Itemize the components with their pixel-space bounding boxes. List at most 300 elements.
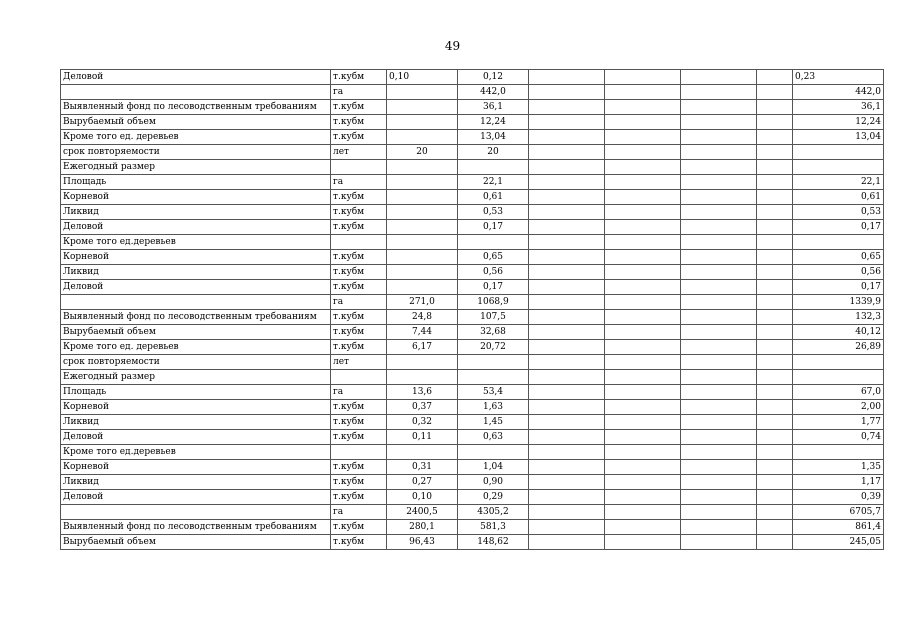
- row-empty-cell: [681, 265, 757, 280]
- row-empty-cell: [529, 385, 605, 400]
- table-row: [61, 370, 884, 385]
- table-body: [61, 70, 884, 550]
- row-unit-cell: т.кубм: [331, 220, 387, 235]
- row-value2-cell: 12,24: [458, 115, 529, 130]
- row-total-cell: 132,3: [793, 310, 884, 325]
- row-name-cell: Вырубаемый объем: [61, 535, 331, 550]
- row-unit-cell: т.кубм: [331, 415, 387, 430]
- row-empty-cell: [757, 535, 793, 550]
- table-row: [61, 445, 884, 460]
- table-row: [61, 160, 884, 175]
- row-value2-cell: [458, 355, 529, 370]
- row-empty-cell: [529, 340, 605, 355]
- row-unit-cell: [331, 235, 387, 250]
- row-value2-cell: [458, 370, 529, 385]
- row-name-cell: Площадь: [61, 385, 331, 400]
- row-empty-cell: [681, 505, 757, 520]
- row-name-cell: Корневой: [61, 460, 331, 475]
- row-value2-cell: 0,12: [458, 70, 529, 85]
- row-empty-cell: [681, 130, 757, 145]
- row-unit-cell: т.кубм: [331, 265, 387, 280]
- row-empty-cell: [757, 175, 793, 190]
- row-empty-cell: [605, 430, 681, 445]
- row-value1-cell: [387, 370, 458, 385]
- forest-data-table: [60, 69, 884, 550]
- row-name-cell: Кроме того ед. деревьев: [61, 340, 331, 355]
- row-empty-cell: [757, 400, 793, 415]
- row-name-cell: Выявленный фонд по лесоводственным требованиям: [61, 520, 331, 535]
- row-value2-cell: 442,0: [458, 85, 529, 100]
- row-value1-cell: 96,43: [387, 535, 458, 550]
- row-empty-cell: [605, 235, 681, 250]
- table-row: [61, 205, 884, 220]
- row-name-cell: Выявленный фонд по лесоводственным требованиям: [61, 100, 331, 115]
- row-total-cell: 0,61: [793, 190, 884, 205]
- row-empty-cell: [757, 490, 793, 505]
- table-row: [61, 430, 884, 445]
- row-empty-cell: [757, 325, 793, 340]
- table-row: [61, 70, 884, 85]
- row-empty-cell: [757, 85, 793, 100]
- row-empty-cell: [605, 295, 681, 310]
- row-total-cell: [793, 145, 884, 160]
- row-total-cell: 442,0: [793, 85, 884, 100]
- row-empty-cell: [757, 310, 793, 325]
- row-value2-cell: 20: [458, 145, 529, 160]
- row-total-cell: 0,23: [793, 70, 884, 85]
- row-empty-cell: [757, 145, 793, 160]
- row-empty-cell: [529, 355, 605, 370]
- row-empty-cell: [529, 400, 605, 415]
- row-empty-cell: [605, 100, 681, 115]
- row-empty-cell: [681, 175, 757, 190]
- row-total-cell: 1,35: [793, 460, 884, 475]
- row-empty-cell: [529, 100, 605, 115]
- row-empty-cell: [757, 265, 793, 280]
- table-row: [61, 235, 884, 250]
- row-empty-cell: [681, 430, 757, 445]
- row-value1-cell: [387, 175, 458, 190]
- row-empty-cell: [681, 370, 757, 385]
- row-empty-cell: [529, 145, 605, 160]
- row-name-cell: Кроме того ед.деревьев: [61, 235, 331, 250]
- row-empty-cell: [529, 190, 605, 205]
- row-empty-cell: [605, 265, 681, 280]
- row-value1-cell: [387, 355, 458, 370]
- row-empty-cell: [605, 355, 681, 370]
- table-row: [61, 355, 884, 370]
- table-row: [61, 145, 884, 160]
- row-empty-cell: [529, 175, 605, 190]
- row-empty-cell: [757, 370, 793, 385]
- row-empty-cell: [529, 310, 605, 325]
- row-total-cell: [793, 355, 884, 370]
- row-empty-cell: [529, 295, 605, 310]
- row-empty-cell: [757, 235, 793, 250]
- row-empty-cell: [681, 340, 757, 355]
- row-empty-cell: [529, 70, 605, 85]
- row-empty-cell: [605, 310, 681, 325]
- row-empty-cell: [681, 490, 757, 505]
- row-value2-cell: 0,56: [458, 265, 529, 280]
- table-row: [61, 115, 884, 130]
- row-unit-cell: т.кубм: [331, 340, 387, 355]
- row-value2-cell: 0,90: [458, 475, 529, 490]
- row-empty-cell: [681, 235, 757, 250]
- table-row: [61, 385, 884, 400]
- row-empty-cell: [605, 160, 681, 175]
- row-empty-cell: [605, 190, 681, 205]
- table-row: [61, 310, 884, 325]
- row-empty-cell: [681, 445, 757, 460]
- row-total-cell: 0,17: [793, 280, 884, 295]
- row-name-cell: Деловой: [61, 280, 331, 295]
- row-value1-cell: 6,17: [387, 340, 458, 355]
- row-empty-cell: [605, 370, 681, 385]
- row-name-cell: Площадь: [61, 175, 331, 190]
- row-name-cell: Ликвид: [61, 265, 331, 280]
- row-empty-cell: [757, 475, 793, 490]
- row-value1-cell: [387, 235, 458, 250]
- table-row: [61, 280, 884, 295]
- row-value1-cell: [387, 205, 458, 220]
- table-row: [61, 295, 884, 310]
- row-empty-cell: [529, 220, 605, 235]
- row-name-cell: Деловой: [61, 430, 331, 445]
- row-empty-cell: [681, 70, 757, 85]
- row-unit-cell: га: [331, 175, 387, 190]
- row-name-cell: срок повторяемости: [61, 355, 331, 370]
- row-value1-cell: 20: [387, 145, 458, 160]
- row-empty-cell: [529, 415, 605, 430]
- row-empty-cell: [605, 325, 681, 340]
- row-value2-cell: 22,1: [458, 175, 529, 190]
- row-empty-cell: [757, 130, 793, 145]
- row-empty-cell: [529, 160, 605, 175]
- row-value2-cell: [458, 445, 529, 460]
- row-unit-cell: т.кубм: [331, 325, 387, 340]
- row-value1-cell: 13,6: [387, 385, 458, 400]
- row-empty-cell: [529, 430, 605, 445]
- row-empty-cell: [529, 85, 605, 100]
- row-unit-cell: [331, 445, 387, 460]
- row-total-cell: [793, 370, 884, 385]
- table-row: [61, 265, 884, 280]
- row-value1-cell: 0,11: [387, 430, 458, 445]
- row-name-cell: Кроме того ед. деревьев: [61, 130, 331, 145]
- row-empty-cell: [681, 295, 757, 310]
- row-total-cell: 1339,9: [793, 295, 884, 310]
- row-total-cell: 6705,7: [793, 505, 884, 520]
- row-value2-cell: 0,61: [458, 190, 529, 205]
- row-unit-cell: т.кубм: [331, 535, 387, 550]
- row-value1-cell: 0,10: [387, 70, 458, 85]
- row-empty-cell: [681, 460, 757, 475]
- row-empty-cell: [681, 520, 757, 535]
- table-row: [61, 130, 884, 145]
- row-empty-cell: [757, 430, 793, 445]
- row-total-cell: 12,24: [793, 115, 884, 130]
- row-empty-cell: [681, 250, 757, 265]
- row-total-cell: 0,56: [793, 265, 884, 280]
- row-empty-cell: [605, 385, 681, 400]
- table-row: [61, 85, 884, 100]
- table-row: [61, 520, 884, 535]
- row-total-cell: 1,77: [793, 415, 884, 430]
- row-empty-cell: [757, 415, 793, 430]
- row-empty-cell: [605, 250, 681, 265]
- row-total-cell: 36,1: [793, 100, 884, 115]
- row-name-cell: Деловой: [61, 490, 331, 505]
- row-name-cell: Ежегодный размер: [61, 160, 331, 175]
- row-empty-cell: [681, 385, 757, 400]
- row-empty-cell: [529, 370, 605, 385]
- row-empty-cell: [757, 520, 793, 535]
- table-row: [61, 475, 884, 490]
- row-value1-cell: [387, 190, 458, 205]
- row-empty-cell: [529, 490, 605, 505]
- row-value1-cell: [387, 100, 458, 115]
- row-empty-cell: [681, 85, 757, 100]
- table-row: [61, 100, 884, 115]
- row-unit-cell: т.кубм: [331, 115, 387, 130]
- row-total-cell: 22,1: [793, 175, 884, 190]
- row-name-cell: Корневой: [61, 190, 331, 205]
- row-value2-cell: 1068,9: [458, 295, 529, 310]
- row-name-cell: Корневой: [61, 400, 331, 415]
- row-unit-cell: т.кубм: [331, 130, 387, 145]
- row-empty-cell: [757, 385, 793, 400]
- row-empty-cell: [605, 130, 681, 145]
- row-empty-cell: [681, 190, 757, 205]
- row-unit-cell: т.кубм: [331, 250, 387, 265]
- table-row: [61, 460, 884, 475]
- row-name-cell: Деловой: [61, 220, 331, 235]
- row-empty-cell: [605, 520, 681, 535]
- row-unit-cell: т.кубм: [331, 475, 387, 490]
- row-name-cell: срок повторяемости: [61, 145, 331, 160]
- row-empty-cell: [529, 520, 605, 535]
- row-value1-cell: 24,8: [387, 310, 458, 325]
- table-row: [61, 175, 884, 190]
- row-unit-cell: т.кубм: [331, 460, 387, 475]
- table-row: [61, 490, 884, 505]
- row-empty-cell: [605, 280, 681, 295]
- row-empty-cell: [605, 505, 681, 520]
- row-value2-cell: 36,1: [458, 100, 529, 115]
- row-value1-cell: [387, 220, 458, 235]
- row-unit-cell: [331, 370, 387, 385]
- row-empty-cell: [757, 70, 793, 85]
- row-empty-cell: [605, 220, 681, 235]
- row-empty-cell: [529, 445, 605, 460]
- row-empty-cell: [757, 205, 793, 220]
- row-value2-cell: 1,63: [458, 400, 529, 415]
- row-name-cell: Вырубаемый объем: [61, 115, 331, 130]
- row-value2-cell: [458, 160, 529, 175]
- row-total-cell: 1,17: [793, 475, 884, 490]
- row-empty-cell: [757, 115, 793, 130]
- row-unit-cell: га: [331, 85, 387, 100]
- row-value2-cell: 0,17: [458, 280, 529, 295]
- row-empty-cell: [529, 505, 605, 520]
- row-unit-cell: т.кубм: [331, 310, 387, 325]
- row-name-cell: Деловой: [61, 70, 331, 85]
- row-empty-cell: [681, 535, 757, 550]
- row-value1-cell: 0,10: [387, 490, 458, 505]
- row-empty-cell: [757, 505, 793, 520]
- row-empty-cell: [605, 460, 681, 475]
- row-value1-cell: 0,37: [387, 400, 458, 415]
- row-value1-cell: [387, 280, 458, 295]
- row-empty-cell: [529, 265, 605, 280]
- table-row: [61, 250, 884, 265]
- row-value2-cell: 0,17: [458, 220, 529, 235]
- row-empty-cell: [605, 400, 681, 415]
- row-unit-cell: лет: [331, 355, 387, 370]
- row-empty-cell: [681, 220, 757, 235]
- row-total-cell: 245,05: [793, 535, 884, 550]
- row-empty-cell: [757, 250, 793, 265]
- row-value1-cell: 0,31: [387, 460, 458, 475]
- row-name-cell: Вырубаемый объем: [61, 325, 331, 340]
- row-empty-cell: [529, 280, 605, 295]
- row-empty-cell: [605, 205, 681, 220]
- row-total-cell: 13,04: [793, 130, 884, 145]
- row-unit-cell: т.кубм: [331, 400, 387, 415]
- row-value1-cell: [387, 445, 458, 460]
- row-name-cell: [61, 295, 331, 310]
- row-unit-cell: т.кубм: [331, 190, 387, 205]
- row-empty-cell: [681, 400, 757, 415]
- row-total-cell: 2,00: [793, 400, 884, 415]
- row-empty-cell: [681, 325, 757, 340]
- row-value1-cell: 7,44: [387, 325, 458, 340]
- row-value1-cell: [387, 130, 458, 145]
- row-unit-cell: т.кубм: [331, 280, 387, 295]
- row-unit-cell: лет: [331, 145, 387, 160]
- row-value1-cell: 0,32: [387, 415, 458, 430]
- row-unit-cell: [331, 160, 387, 175]
- row-empty-cell: [757, 100, 793, 115]
- row-value2-cell: 581,3: [458, 520, 529, 535]
- row-total-cell: [793, 235, 884, 250]
- row-unit-cell: га: [331, 295, 387, 310]
- row-unit-cell: га: [331, 385, 387, 400]
- row-total-cell: 0,17: [793, 220, 884, 235]
- row-name-cell: Ежегодный размер: [61, 370, 331, 385]
- row-value2-cell: 0,65: [458, 250, 529, 265]
- row-empty-cell: [605, 445, 681, 460]
- row-value2-cell: 1,45: [458, 415, 529, 430]
- row-empty-cell: [681, 100, 757, 115]
- row-empty-cell: [681, 415, 757, 430]
- row-empty-cell: [529, 235, 605, 250]
- row-empty-cell: [681, 280, 757, 295]
- page-number: 49: [444, 39, 461, 53]
- row-empty-cell: [681, 355, 757, 370]
- row-empty-cell: [605, 340, 681, 355]
- table-row: [61, 340, 884, 355]
- row-empty-cell: [757, 295, 793, 310]
- row-empty-cell: [605, 145, 681, 160]
- row-total-cell: 0,74: [793, 430, 884, 445]
- table-row: [61, 415, 884, 430]
- row-empty-cell: [757, 160, 793, 175]
- row-empty-cell: [757, 445, 793, 460]
- row-value2-cell: 107,5: [458, 310, 529, 325]
- row-value2-cell: 13,04: [458, 130, 529, 145]
- row-empty-cell: [529, 325, 605, 340]
- row-unit-cell: т.кубм: [331, 430, 387, 445]
- row-name-cell: Ликвид: [61, 415, 331, 430]
- row-value1-cell: [387, 160, 458, 175]
- row-empty-cell: [529, 130, 605, 145]
- row-empty-cell: [605, 175, 681, 190]
- row-total-cell: [793, 445, 884, 460]
- row-name-cell: Ликвид: [61, 205, 331, 220]
- row-total-cell: 861,4: [793, 520, 884, 535]
- row-empty-cell: [757, 340, 793, 355]
- row-unit-cell: т.кубм: [331, 520, 387, 535]
- row-empty-cell: [529, 535, 605, 550]
- row-empty-cell: [757, 280, 793, 295]
- row-empty-cell: [529, 205, 605, 220]
- row-value1-cell: [387, 265, 458, 280]
- row-value1-cell: [387, 85, 458, 100]
- row-empty-cell: [681, 115, 757, 130]
- row-empty-cell: [605, 70, 681, 85]
- row-empty-cell: [529, 475, 605, 490]
- table-row: [61, 505, 884, 520]
- row-empty-cell: [605, 535, 681, 550]
- row-total-cell: [793, 160, 884, 175]
- row-empty-cell: [529, 250, 605, 265]
- row-name-cell: Корневой: [61, 250, 331, 265]
- row-empty-cell: [681, 310, 757, 325]
- row-unit-cell: т.кубм: [331, 70, 387, 85]
- row-empty-cell: [681, 145, 757, 160]
- row-empty-cell: [681, 205, 757, 220]
- row-name-cell: Ликвид: [61, 475, 331, 490]
- row-value2-cell: 148,62: [458, 535, 529, 550]
- table-row: [61, 325, 884, 340]
- row-unit-cell: га: [331, 505, 387, 520]
- row-value1-cell: [387, 115, 458, 130]
- row-empty-cell: [605, 490, 681, 505]
- row-name-cell: Кроме того ед.деревьев: [61, 445, 331, 460]
- row-value2-cell: 4305,2: [458, 505, 529, 520]
- row-empty-cell: [757, 460, 793, 475]
- row-value2-cell: 0,63: [458, 430, 529, 445]
- row-total-cell: 67,0: [793, 385, 884, 400]
- row-value2-cell: 53,4: [458, 385, 529, 400]
- table-row: [61, 220, 884, 235]
- row-unit-cell: т.кубм: [331, 490, 387, 505]
- row-empty-cell: [681, 160, 757, 175]
- table-row: [61, 400, 884, 415]
- row-empty-cell: [757, 220, 793, 235]
- row-empty-cell: [605, 475, 681, 490]
- row-value2-cell: 20,72: [458, 340, 529, 355]
- row-name-cell: [61, 505, 331, 520]
- row-total-cell: 40,12: [793, 325, 884, 340]
- row-value2-cell: 0,53: [458, 205, 529, 220]
- row-value2-cell: [458, 235, 529, 250]
- table-row: [61, 190, 884, 205]
- row-total-cell: 0,65: [793, 250, 884, 265]
- row-empty-cell: [605, 115, 681, 130]
